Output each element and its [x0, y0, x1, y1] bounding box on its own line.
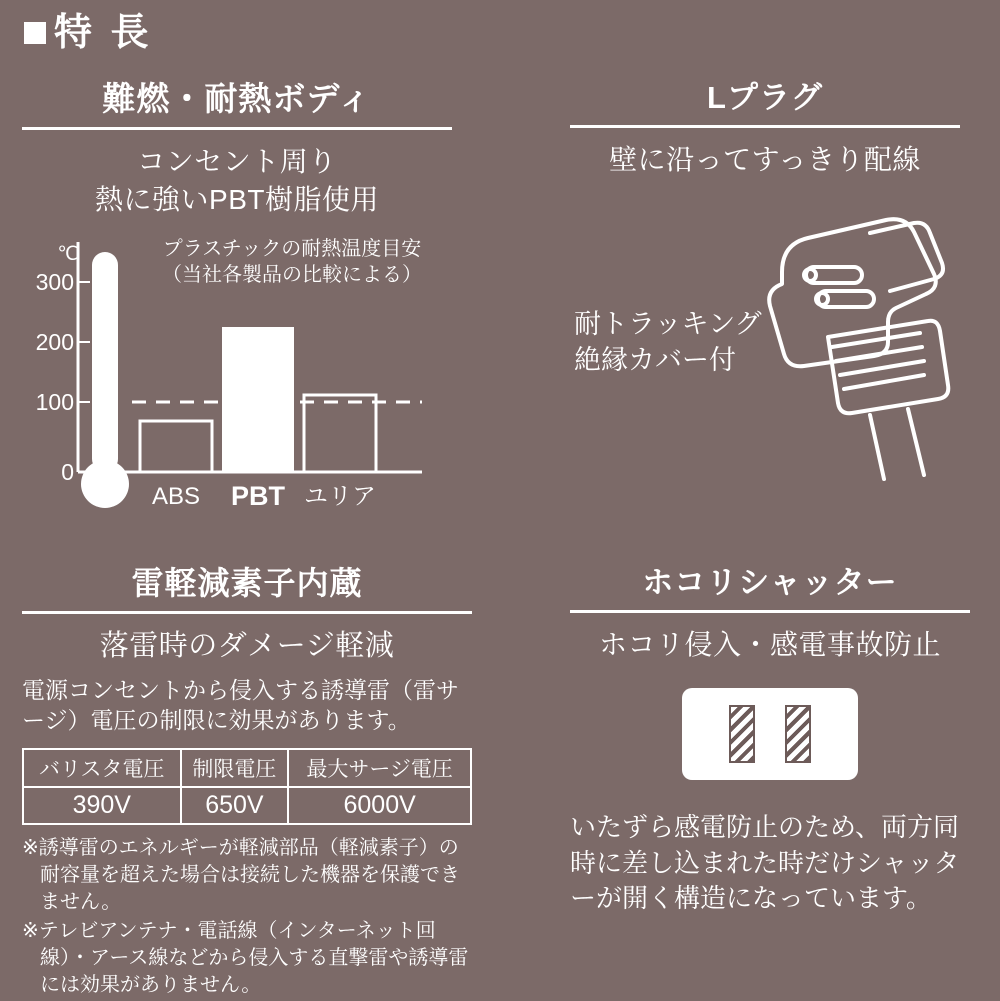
svg-text:0: 0 [61, 458, 74, 485]
panel-surge-protection [22, 565, 472, 1001]
panel2-text [574, 307, 762, 377]
panel3-fine-print [22, 835, 472, 999]
chart-note-line2: （当社各製品の比較による） [162, 263, 422, 286]
panel3-body: 電源コンセントから侵入する誘導雷（雷サージ）電圧の制限に効果があります。 [22, 676, 459, 734]
table-value-clamp: 650V [181, 787, 289, 824]
l-plug-illustration [570, 187, 960, 487]
svg-text:ユリア: ユリア [304, 482, 376, 510]
panel2-subtitle: 壁に沿ってすっきり配線 [609, 143, 921, 175]
panel3-divider [22, 611, 472, 614]
panel1-divider [22, 127, 452, 130]
panel2-text-line1: 耐トラッキング [574, 309, 762, 340]
fine-print-2: ※テレビアンテナ・電話線（インターネット回線）・アース線などから侵入する直撃雷や誘導雷には効果がありません。 [22, 919, 469, 996]
panel3-subtitle: 落雷時のダメージ軽減 [99, 629, 395, 662]
svg-text:200: 200 [35, 328, 74, 355]
table-header-clamp: 制限電圧 [181, 749, 289, 787]
panel2-divider [570, 125, 960, 128]
panel1-subtitle-line1: コンセント周り [137, 145, 337, 177]
panel3-title: 雷軽減素子内蔵 [131, 565, 363, 601]
outlet-slot-right [785, 705, 811, 763]
panel4-text: いたずら感電防止のため、両方同時に差し込まれた時だけシャッターが開く構造になっています。 [570, 812, 960, 913]
svg-text:100: 100 [35, 388, 74, 415]
page-title: 特 長 [54, 12, 153, 54]
chart-svg [22, 232, 452, 522]
table-value-max-surge: 6000V [288, 787, 471, 824]
page-header [24, 14, 153, 52]
heat-resistance-chart [22, 232, 452, 522]
table-row-values [23, 787, 471, 824]
outlet-slot-left [729, 705, 755, 763]
chart-note-line1: プラスチックの耐熱温度目安 [162, 237, 422, 260]
panel2-text-line2: 絶縁カバー付 [574, 344, 736, 375]
panel4-subtitle: ホコリ侵入・感電事故防止 [598, 628, 941, 660]
table-header-max-surge: 最大サージ電圧 [288, 749, 471, 787]
panel1-title: 難燃・耐熱ボディ [102, 80, 372, 117]
table-value-varistor: 390V [23, 787, 181, 824]
svg-text:PBT: PBT [231, 480, 285, 511]
panel-dust-shutter [570, 565, 970, 916]
surge-spec-table [22, 748, 472, 825]
outlet-shutter-icon [682, 688, 858, 780]
panel4-title: ホコリシャッター [642, 565, 898, 600]
panel-l-plug [570, 80, 960, 487]
outlet-illustration [570, 688, 970, 780]
svg-text:ABS: ABS [151, 482, 201, 510]
svg-text:℃: ℃ [57, 243, 79, 265]
panel4-divider [570, 610, 970, 613]
panel2-title: Lプラグ [707, 80, 823, 115]
table-row-headers [23, 749, 471, 787]
panel1-subtitle-line2: 熱に強いPBT樹脂使用 [95, 183, 379, 215]
svg-text:300: 300 [35, 268, 74, 295]
square-bullet-icon [24, 22, 46, 44]
table-header-varistor: バリスタ電圧 [23, 749, 181, 787]
panel-flame-heat-resistant-body [22, 80, 452, 522]
fine-print-1: ※誘導雷のエネルギーが軽減部品（軽減素子）の耐容量を超えた場合は接続した機器を保護できません。 [22, 836, 460, 913]
